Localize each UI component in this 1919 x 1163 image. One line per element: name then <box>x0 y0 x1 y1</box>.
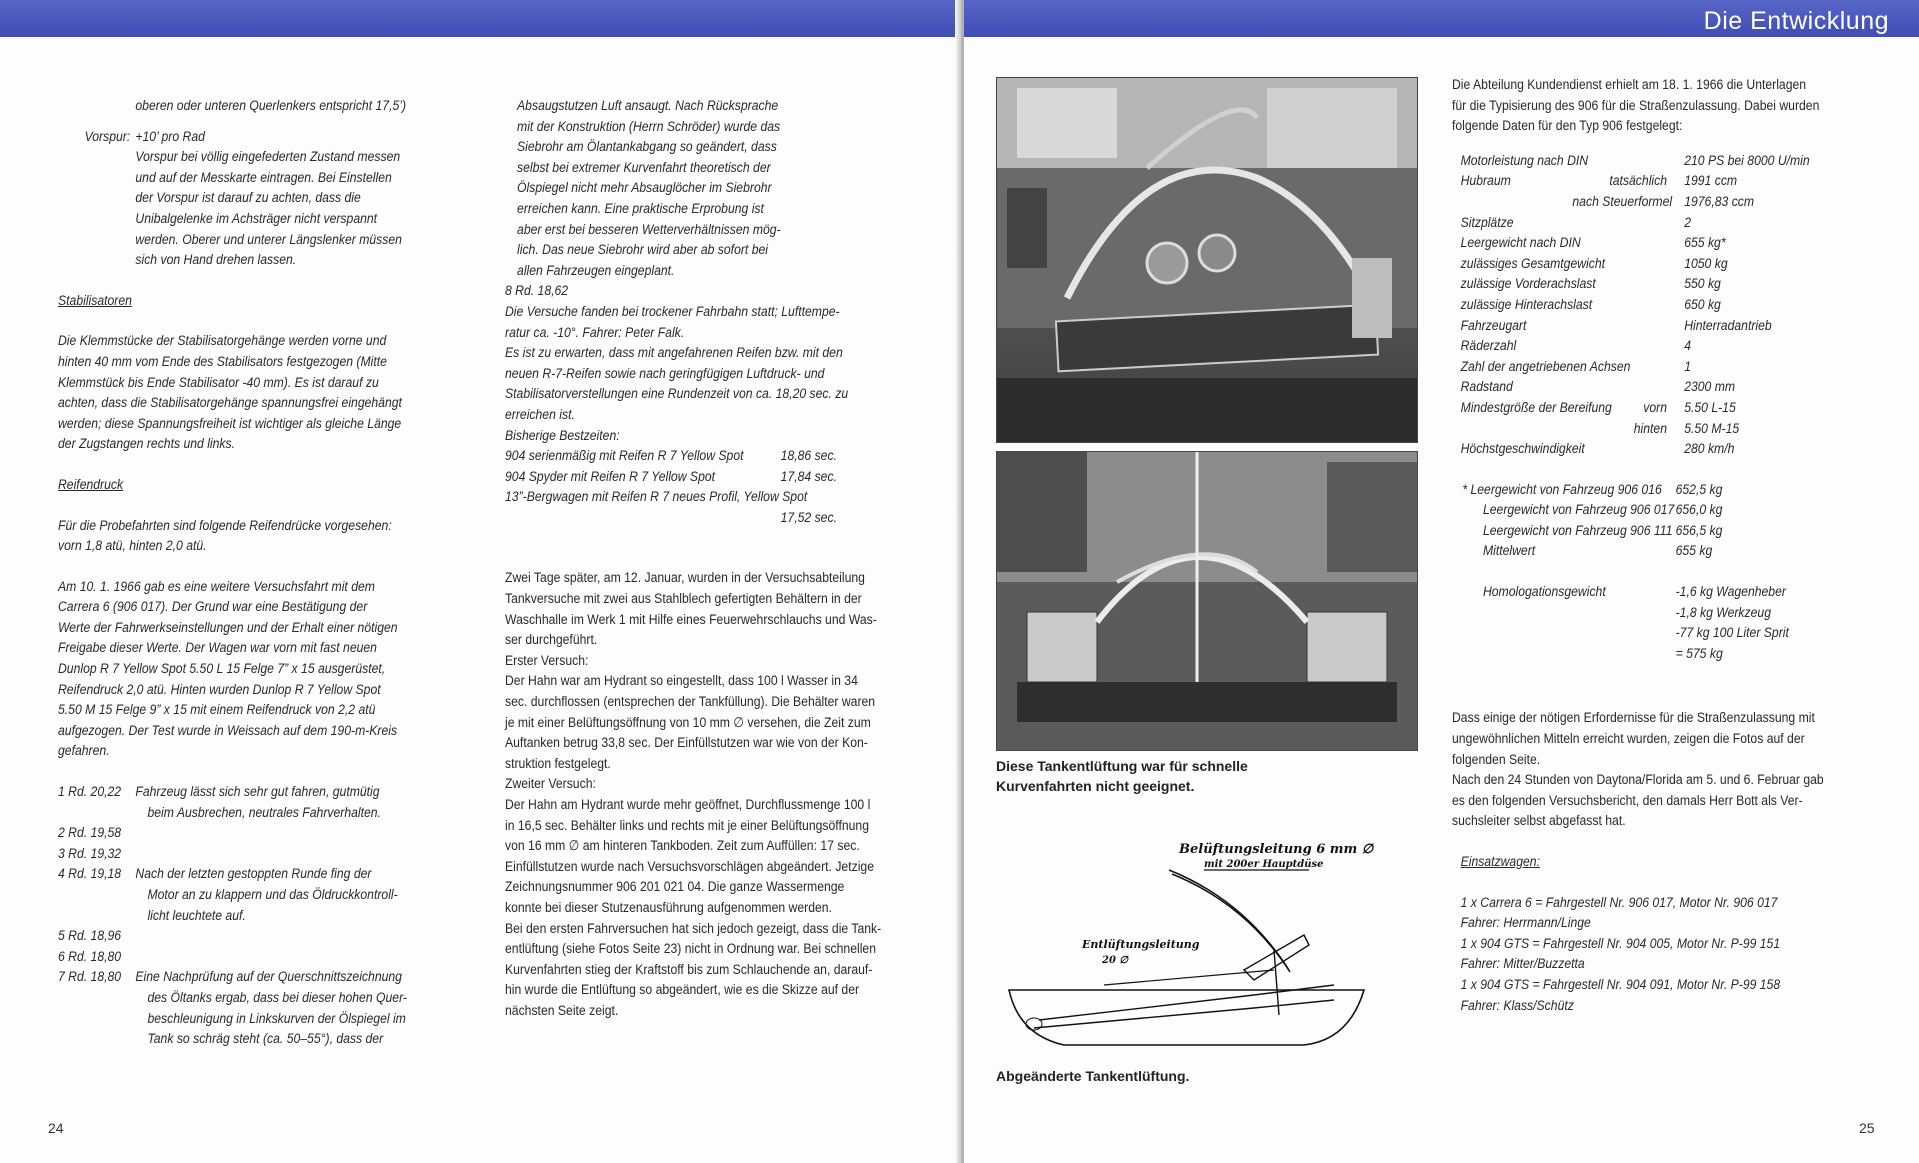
lap-row <box>58 844 462 865</box>
weight-value: 656,0 kg <box>1675 502 1723 519</box>
spec-row <box>1452 274 1856 295</box>
lap-note-line: Nach der letzten gestoppten Runde fing der <box>135 866 372 883</box>
text-line: Vorspur bei völlig eingefederten Zustand messen <box>135 149 401 166</box>
text-line: konnte bei dieser Stutzenausführung aufgenommen werden. <box>505 899 832 916</box>
lap-note-line: beschleunigung in Linkskurven der Ölspiegel im <box>147 1010 406 1027</box>
text-line: erreichen kann. Eine praktische Erprobung ist <box>517 200 764 217</box>
lap-note-line: licht leuchtete auf. <box>147 907 246 924</box>
text-line: achten, dass die Stabilisatorgehänge spannungsfrei eingehängt <box>58 395 402 412</box>
lap-8: 8 Rd. 18,62 <box>505 283 569 300</box>
text-line: Zeichnungsnummer 906 201 021 04. Die ganze Wassermenge <box>505 879 845 896</box>
text-line: Bisherige Bestzeiten: <box>505 427 620 444</box>
spec-value: 1976,83 ccm <box>1684 193 1755 210</box>
text-line: Carrera 6 (906 017). Der Grund war eine Bestätigung der <box>58 599 368 616</box>
spec-row <box>1452 151 1856 172</box>
text-line: Ölspiegel nicht mehr Absauglöcher im Siebrohr <box>517 180 772 197</box>
spec-row <box>1452 171 1856 192</box>
spec-value: 5.50 L-15 <box>1684 399 1736 416</box>
spec-label: Fahrzeugart <box>1460 317 1527 334</box>
homologation-block <box>1452 582 1856 664</box>
einsatz-list <box>1452 893 1856 1017</box>
text-line: ratur ca. -10°. Fahrer: Peter Falk. <box>505 324 685 341</box>
header-band-right <box>964 0 1919 37</box>
homologation-label: Homologationsgewicht <box>1482 584 1606 601</box>
spec-value: 4 <box>1684 338 1691 355</box>
spec-label: zulässige Hinterachslast <box>1460 296 1593 313</box>
sketch-caption: Abgeänderte Tankentlüftung. <box>996 1068 1190 1084</box>
weight-label: * Leergewicht von Fahrzeug 906 016 <box>1462 481 1662 498</box>
text-line: folgenden Seite. <box>1452 751 1541 768</box>
spec-label: Hubraum <box>1460 173 1511 190</box>
text-line: Reifendruck 2,0 atü. Hinten wurden Dunlop R 7 Yellow Spot <box>58 681 381 698</box>
spec-label: Leergewicht nach DIN <box>1460 235 1581 252</box>
text-line: ser durchgeführt. <box>505 632 598 649</box>
spec-label: Höchstgeschwindigkeit <box>1460 441 1585 458</box>
left-column-1 <box>58 96 462 1050</box>
sketch-label-top: Belüftungsleitung 6 mm ∅ <box>1179 842 1374 857</box>
test-text <box>58 577 462 762</box>
spec-label: zulässige Vorderachslast <box>1460 276 1596 293</box>
weight-value: 652,5 kg <box>1675 481 1723 498</box>
lap-list <box>58 782 462 1050</box>
text-line: 1 x 904 GTS = Fahrgestell Nr. 904 005, Motor Nr. P-99 151 <box>1460 935 1781 952</box>
spec-sub: vorn <box>1643 399 1667 416</box>
text-line: Fahrer: Mitter/Buzzetta <box>1460 956 1585 973</box>
text-line: Am 10. 1. 1966 gab es eine weitere Versuchsfahrt mit dem <box>58 578 375 595</box>
photo-caption <box>996 756 1248 796</box>
spec-label: Räderzahl <box>1460 338 1517 355</box>
spec-row <box>1452 357 1856 378</box>
lap-note <box>135 967 407 1049</box>
text-line: Für die Probefahrten sind folgende Reifendrücke vorgesehen: <box>58 517 392 534</box>
lap-note-line: Motor an zu klappern und das Öldruckkontroll- <box>147 887 398 903</box>
spec-row <box>1452 419 1856 440</box>
text-line: Fahrer: Klass/Schütz <box>1460 997 1574 1014</box>
text-line: Nach den 24 Stunden von Daytona/Florida am 5. und 6. Februar gab <box>1452 772 1824 789</box>
spec-sub <box>1572 377 1667 398</box>
spec-value: 1050 kg <box>1684 255 1728 272</box>
spec-row <box>1452 213 1856 234</box>
text-line: suchsleiter selbst abgefasst hat. <box>1452 813 1626 830</box>
lap-note-line: Tank so schräg steht (ca. 50–55°), dass der <box>147 1031 384 1048</box>
tank-vent-sketch <box>1004 830 1404 1060</box>
weight-value: 656,5 kg <box>1675 522 1723 539</box>
photo-tank-1-drawing <box>997 78 1417 442</box>
photo-tank-2 <box>996 451 1418 751</box>
spec-row <box>1452 316 1856 337</box>
spec-sub: hinten <box>1633 420 1667 437</box>
spec-label <box>1452 419 1572 440</box>
best-time-value: 17,52 sec. <box>780 509 837 526</box>
text-line: für die Typisierung des 906 für die Straßenzulassung. Dabei wurden <box>1452 97 1820 114</box>
road-text <box>1452 708 1856 832</box>
text-line: hinten 40 mm vom Ende des Stabilisators festgezogen (Mitte <box>58 353 387 370</box>
spec-sub: nach Steuerformel <box>1572 193 1673 210</box>
vorspur-label: Vorspur: <box>84 128 131 145</box>
best-time-label: 904 Spyder mit Reifen R 7 Yellow Spot <box>505 468 716 485</box>
text-line: selbst bei extremer Kurvenfahrt theoretisch der <box>517 159 771 176</box>
text-line: allen Fahrzeugen eingeplant. <box>517 262 675 279</box>
text-line: aufgezogen. Der Test wurde in Weissach auf dem 190-m-Kreis <box>58 722 398 739</box>
lap-note <box>135 782 381 823</box>
spec-row <box>1452 233 1856 254</box>
text-line: erreichen ist. <box>505 406 575 423</box>
text-line: mit der Konstruktion (Herrn Schröder) wurde das <box>517 118 781 135</box>
stabilisatoren-heading: Stabilisatoren <box>58 292 132 309</box>
text-line: sich von Hand drehen lassen. <box>135 252 297 269</box>
spec-label: Mindestgröße der Bereifung <box>1460 399 1612 416</box>
tank-text <box>505 568 935 1021</box>
text-line: Fahrer: Herrmann/Linge <box>1460 915 1591 932</box>
text-line: von 16 mm ∅ am hinteren Tankboden. Zeit zum Auffüllen: 17 sec. <box>505 838 860 855</box>
text-line: in 16,5 sec. Behälter links und rechts mit je einer Belüftungsöffnung <box>505 817 869 834</box>
intro-line: oberen oder unteren Querlenkers entspricht 17,5’) <box>135 98 407 114</box>
text-line: Klemmstück bis Ende Stabilisator -40 mm). Es ist darauf zu <box>58 374 379 391</box>
text-line: -1,6 kg Wagenheber <box>1675 584 1786 601</box>
text-line: -1,8 kg Werkzeug <box>1675 604 1772 621</box>
text-line: entlüftung (siehe Fotos Seite 23) nicht in Ordnung war. Bei schnellen <box>505 941 877 958</box>
text-line: Dass einige der nötigen Erfordernisse für die Straßenzulassung mit <box>1452 710 1815 727</box>
lap-note-line: Eine Nachprüfung auf der Querschnittszeichnung <box>135 969 402 986</box>
text-line: Zweiter Versuch: <box>505 776 596 793</box>
page-number-left: 24 <box>48 1120 64 1136</box>
lap-time: 6 Rd. 18,80 <box>58 948 122 965</box>
text-line: 1 x 904 GTS = Fahrgestell Nr. 904 091, Motor Nr. P-99 158 <box>1460 976 1781 993</box>
text-line: Freigabe dieser Werte. Der Wagen war vorn mit fast neuen <box>58 640 377 657</box>
text-line: werden. Oberer und unterer Längslenker müssen <box>135 231 402 248</box>
text-line: Werte der Fahrwerkseinstellungen und der Erhalt einer nötigen <box>58 619 398 636</box>
right-page <box>964 0 1919 1163</box>
spec-value: 550 kg <box>1684 276 1721 293</box>
lap-time: 2 Rd. 19,58 <box>58 825 122 842</box>
spec-label: Motorleistung nach DIN <box>1460 152 1589 169</box>
col2-cont-text <box>505 96 935 281</box>
text-line: werden; diese Spannungsfreiheit ist wichtiger als gleiche Länge <box>58 415 402 432</box>
reifendruck-text <box>58 516 462 557</box>
text-line: Dunlop R 7 Yellow Spot 5.50 L 15 Felge 7” x 15 ausgerüstet, <box>58 661 386 678</box>
lap-time: 7 Rd. 18,80 <box>58 969 122 986</box>
text-line: Siebrohr am Ölantankabgang so geändert, dass <box>517 139 777 156</box>
vorspur-value: +10’ pro Rad <box>135 128 205 145</box>
best-time-row <box>505 446 935 467</box>
spec-label: Zahl der angetriebenen Achsen <box>1460 358 1631 375</box>
text-line: nächsten Seite zeigt. <box>505 1002 619 1019</box>
text-line: je mit einer Belüftungsöffnung von 10 mm ∅ versehen, die Zeit zum <box>505 714 871 731</box>
text-line: der Vorspur ist darauf zu achten, dass die <box>135 190 361 207</box>
best-time-row <box>505 467 935 488</box>
intro-text <box>1452 75 1856 137</box>
spec-value: Hinterradantrieb <box>1684 317 1772 334</box>
text-line: Unibalgelenke im Achsträger nicht verspannt <box>135 210 378 227</box>
spec-value: 655 kg* <box>1684 235 1726 252</box>
text-line: neuen R-7-Reifen sowie nach geringfügigen Luftdruck- und <box>505 365 825 382</box>
lap-time: 4 Rd. 19,18 <box>58 866 122 883</box>
lap-note <box>135 864 397 926</box>
text-line: 1 x Carrera 6 = Fahrgestell Nr. 906 017, Motor Nr. 906 017 <box>1460 894 1778 911</box>
spec-label: Sitzplätze <box>1460 214 1514 231</box>
sketch-label-top-sub: mit 200er Hauptdüse <box>1204 859 1324 870</box>
text-line: Absaugstutzen Luft ansaugt. Nach Rücksprache <box>517 98 779 114</box>
text-line: gefahren. <box>58 743 110 760</box>
lap-row <box>58 926 462 947</box>
spec-value: 210 PS bei 8000 U/min <box>1684 152 1810 169</box>
lap-time: 1 Rd. 20,22 <box>58 784 122 801</box>
lap-row <box>58 967 462 1049</box>
text-line: Die Klemmstücke der Stabilisatorgehänge werden vorne und <box>58 333 387 350</box>
text-line: ungewöhnlichen Mitteln erreicht wurden, zeigen die Fotos auf der <box>1452 731 1805 748</box>
spec-label: zulässiges Gesamtgewicht <box>1460 255 1606 272</box>
best-time-value: 18,86 sec. <box>780 448 837 465</box>
text-line: lich. Das neue Siebrohr wird aber ab sofort bei <box>517 242 768 259</box>
best-time-label: 13”-Bergwagen mit Reifen R 7 neues Profil, Yellow Spot <box>505 489 808 506</box>
text-line: Der Hahn war am Hydrant so eingestellt, dass 100 l Wasser in 34 <box>505 673 858 690</box>
best-times <box>505 446 935 528</box>
spec-row <box>1452 336 1856 357</box>
header-band-left <box>0 0 960 37</box>
best-time-row <box>505 508 935 529</box>
reifendruck-heading: Reifendruck <box>58 476 124 493</box>
spec-row <box>1452 398 1856 419</box>
lap-row <box>58 823 462 844</box>
lap-row <box>58 782 462 823</box>
lap-row <box>58 864 462 926</box>
weight-row <box>1452 541 1856 562</box>
text-line: struktion festgelegt. <box>505 755 611 772</box>
spec-sub <box>1572 213 1667 234</box>
homologation-values <box>1676 582 1789 664</box>
text-line: Es ist zu erwarten, dass mit angefahrenen Reifen bzw. mit den <box>505 345 843 362</box>
left-column-2 <box>505 96 935 1022</box>
best-time-value: 17,84 sec. <box>780 468 837 485</box>
text-line: Tankversuche mit zwei aus Stahlblech gefertigten Behältern in der <box>505 591 862 608</box>
lap-row <box>58 947 462 968</box>
spec-value: 2300 mm <box>1684 379 1736 396</box>
lap-note-line: des Öltanks ergab, dass bei dieser hohen Quer- <box>147 989 407 1006</box>
text-line: Einfüllstutzen wurde nach Versuchsvorschlägen abgeändert. Jetzige <box>505 858 874 875</box>
text-line: -77 kg 100 Liter Sprit <box>1675 625 1789 642</box>
spec-value: 1 <box>1684 358 1691 375</box>
text-line: sec. durchflossen (entsprechen der Tankfüllung). Die Behälter waren <box>505 694 876 711</box>
text-line: 5.50 M 15 Felge 9” x 15 mit einem Reifendruck von 2,2 atü <box>58 702 376 719</box>
lap-note-line: Fahrzeug lässt sich sehr gut fahren, gutmütig <box>135 784 380 801</box>
text-line: folgende Daten für den Typ 906 festgelegt: <box>1452 118 1683 135</box>
spec-row <box>1452 254 1856 275</box>
text-line: Die Versuche fanden bei trockener Fahrbahn statt; Lufttempe- <box>505 303 840 320</box>
weight-label: Leergewicht von Fahrzeug 906 111 <box>1482 522 1673 539</box>
spec-value: 2 <box>1684 214 1691 231</box>
text-line: Stabilisatorverstellungen eine Rundenzeit von ca. 18,20 sec. zu <box>505 386 849 403</box>
weight-row <box>1452 500 1856 521</box>
text-line: der Zugstangen rechts und links. <box>58 436 236 453</box>
photo-caption-line-1: Diese Tankentlüftung war für schnelle <box>996 758 1248 774</box>
spec-value: 280 km/h <box>1684 441 1735 458</box>
text-line: vorn 1,8 atü, hinten 2,0 atü. <box>58 538 207 555</box>
text-line: hin wurde die Entlüftung so abgeändert, wie es die Skizze auf der <box>505 982 860 999</box>
lap-note-line: beim Ausbrechen, neutrales Fahrverhalten. <box>147 804 381 821</box>
page-number-right: 25 <box>1859 1120 1875 1136</box>
spec-sub <box>1572 336 1667 357</box>
weather-text <box>505 302 935 446</box>
text-line: Zwei Tage später, am 12. Januar, wurden in der Versuchsabteilung <box>505 570 865 587</box>
text-line: Der Hahn am Hydrant wurde mehr geöffnet, Durchflussmenge 100 l <box>505 797 871 813</box>
best-time-row <box>505 487 935 508</box>
best-time-label: 904 serienmäßig mit Reifen R 7 Yellow Spot <box>505 448 744 465</box>
best-time-label <box>505 508 780 529</box>
text-line: Auftanken betrug 33,8 sec. Der Einfüllstutzen war wie von der Kon- <box>505 735 868 752</box>
spec-row <box>1452 192 1856 213</box>
text-line: es den folgenden Versuchsbericht, den damals Herr Bott als Ver- <box>1452 792 1803 809</box>
text-line: = 575 kg <box>1675 645 1723 662</box>
photo-tank-1 <box>996 77 1418 443</box>
text-line: Kurvenfahrten stieg der Kraftstoff bis zum Schlauchende an, darauf- <box>505 961 873 978</box>
sketch-label-middle-sub: 20 ∅ <box>1102 955 1129 966</box>
weight-label: Mittelwert <box>1482 543 1536 560</box>
weight-row <box>1452 521 1856 542</box>
photo-tank-2-drawing <box>997 452 1417 750</box>
einsatz-heading: Einsatzwagen: <box>1460 854 1540 870</box>
weight-value: 655 kg <box>1675 543 1713 560</box>
spec-sub <box>1572 316 1667 337</box>
text-line: Die Abteilung Kundendienst erhielt am 18. 1. 1966 die Unterlagen <box>1452 77 1807 93</box>
sketch-label-middle: Entlüftungsleitung <box>1082 938 1200 951</box>
section-title: Die Entwicklung <box>1703 7 1889 35</box>
spec-label: Radstand <box>1460 379 1513 396</box>
spec-row <box>1452 295 1856 316</box>
vorspur-text <box>58 147 462 271</box>
spec-value: 5.50 M-15 <box>1684 420 1740 437</box>
weight-label: Leergewicht von Fahrzeug 906 017 <box>1482 502 1675 519</box>
text-line: und auf der Messkarte eintragen. Bei Einstellen <box>135 169 392 186</box>
text-line: Waschhalle im Werk 1 mit Hilfe eines Feuerwehrschlauchs und Was- <box>505 611 877 628</box>
spec-row <box>1452 377 1856 398</box>
lap-time: 3 Rd. 19,32 <box>58 845 122 862</box>
best-time-value <box>780 487 837 508</box>
lap-time: 5 Rd. 18,96 <box>58 928 122 945</box>
stabilisatoren-text <box>58 331 462 455</box>
weights-table <box>1452 480 1856 562</box>
right-column <box>1452 75 1856 1016</box>
weight-row <box>1452 480 1856 501</box>
spec-label <box>1452 192 1572 213</box>
text-line: Erster Versuch: <box>505 652 589 669</box>
spec-sub: tatsächlich <box>1609 173 1667 190</box>
spec-value: 1991 ccm <box>1684 173 1738 190</box>
text-line: aber erst bei besseren Wetterverhältnissen mög- <box>517 221 781 238</box>
photo-caption-line-2: Kurvenfahrten nicht geeignet. <box>996 778 1195 794</box>
spec-row <box>1452 439 1856 460</box>
specs-table <box>1452 151 1856 460</box>
text-line: Bei den ersten Fahrversuchen hat sich jedoch gezeigt, dass die Tank- <box>505 920 882 937</box>
spec-value: 650 kg <box>1684 296 1721 313</box>
